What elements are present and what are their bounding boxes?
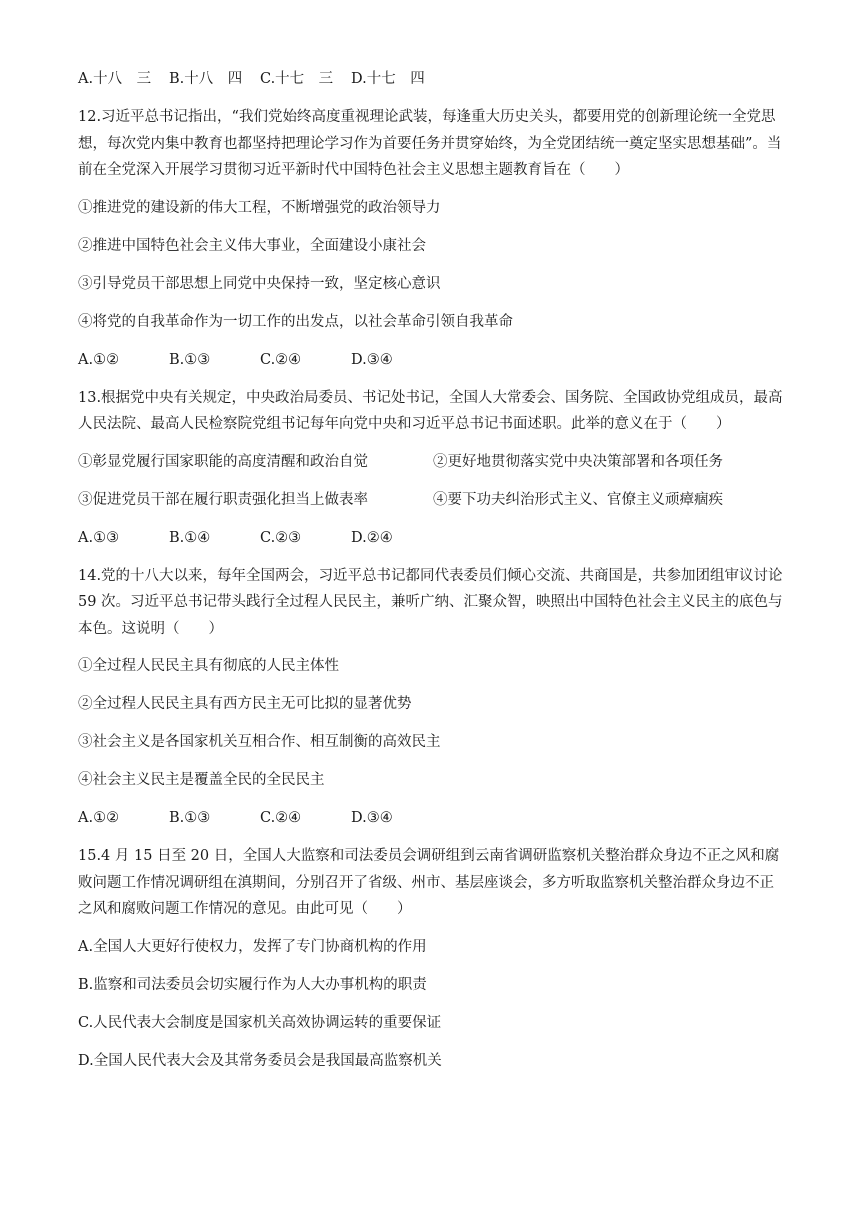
- q11-option-d: D.十七 四: [351, 71, 425, 87]
- q14-stem: 14.党的十八大以来，每年全国两会，习近平总书记都同代表委员们倾心交流、共商国是，共参加团组审议讨论 59 次。习近平总书记带头践行全过程人民民主，兼听广纳、汇聚众智，映照出中国特色社会主义民主的底色与本色。这说明（ ）: [78, 567, 783, 637]
- q14-item-4: ④社会主义民主是覆盖全民的全民民主: [78, 772, 325, 788]
- q12-item-4: ④将党的自我革命作为一切工作的出发点，以社会革命引领自我革命: [78, 313, 513, 330]
- q13-item-1: ①彰显党履行国家职能的高度清醒和政治自觉: [78, 453, 368, 470]
- q13-item-2: ②更好地贯彻落实党中央决策部署和各项任务: [433, 453, 723, 470]
- q13-option-c: C.②③: [260, 529, 302, 546]
- q14-item-2: ②全过程人民民主具有西方民主无可比拟的显著优势: [78, 696, 412, 712]
- q12-item-2: ②推进中国特色社会主义伟大事业，全面建设小康社会: [78, 237, 426, 254]
- q12-options: [78, 347, 788, 385]
- q11-options: [78, 66, 788, 104]
- exam-page: [78, 66, 788, 1086]
- q11-option-a: A.十八 三: [78, 71, 152, 87]
- q14-options: [78, 805, 788, 843]
- q15-stem: 15.4 月 15 日至 20 日，全国人大监察和司法委员会调研组到云南省调研监察机关整治群众身边不正之风和腐败问题工作情况调研组在滇期间，分别召开了省级、州市、基层座谈会，多方听取监察机关整治群众身边不正之风和腐败问题工作情况的意见。由此可见（ ）: [78, 848, 780, 917]
- q12-option-a: A.①②: [78, 351, 120, 368]
- q13-stem: 13.根据党中央有关规定，中央政治局委员、书记处书记，全国人大常委会、国务院、全国政协党组成员，最高人民法院、最高人民检察院党组书记每年向党中央和习近平总书记书面述职。此举的意义在于（ ）: [78, 389, 783, 432]
- q12-item-1: ①推进党的建设新的伟大工程，不断增强党的政治领导力: [78, 199, 441, 216]
- q12-option-d: D.③④: [351, 351, 393, 368]
- q13-option-a: A.①③: [78, 529, 120, 546]
- q11-option-c: C.十七 三: [260, 71, 334, 87]
- q15-option-c: C.人民代表大会制度是国家机关高效协调运转的重要保证: [78, 1014, 442, 1031]
- q15-option-d: D.全国人民代表大会及其常务委员会是我国最高监察机关: [78, 1052, 442, 1069]
- q13-options: [78, 525, 788, 563]
- q14-option-b: B.①③: [169, 810, 211, 826]
- q14-item-1: ①全过程人民民主具有彻底的人民主体性: [78, 658, 339, 674]
- q11-option-b: B.十八 四: [169, 71, 243, 87]
- q13-option-d: D.②④: [351, 529, 393, 546]
- q12-option-c: C.②④: [260, 351, 302, 368]
- q13-items-row-1: [78, 449, 788, 487]
- q14-option-c: C.②④: [260, 810, 302, 826]
- q15-option-a: A.全国人大更好行使权力，发挥了专门协商机构的作用: [78, 938, 427, 955]
- q15-option-b: B.监察和司法委员会切实履行作为人大办事机构的职责: [78, 976, 427, 993]
- q14-option-a: A.①②: [78, 810, 120, 826]
- q13-option-b: B.①④: [169, 529, 211, 546]
- q13-items-row-2: [78, 487, 788, 525]
- q13-item-3: ③促进党员干部在履行职责强化担当上做表率: [78, 491, 368, 508]
- q12-item-3: ③引导党员干部思想上同党中央保持一致，坚定核心意识: [78, 275, 441, 292]
- q14-item-3: ③社会主义是各国家机关互相合作、相互制衡的高效民主: [78, 734, 441, 750]
- q12-option-b: B.①③: [169, 351, 211, 368]
- q13-item-4: ④要下功夫纠治形式主义、官僚主义顽瘴痼疾: [433, 491, 723, 508]
- q14-option-d: D.③④: [351, 810, 393, 826]
- q12-stem: 12.习近平总书记指出，“我们党始终高度重视理论武装，每逢重大历史关头，都要用党的创新理论统一全党思想，每次党内集中教育也都坚持把理论学习作为首要任务并贯穿始终，为全党团结统一奠定坚实思想基础”。当前在全党深入开展学习贯彻习近平新时代中国特色社会主义思想主题教育旨在（ ）: [78, 109, 782, 178]
